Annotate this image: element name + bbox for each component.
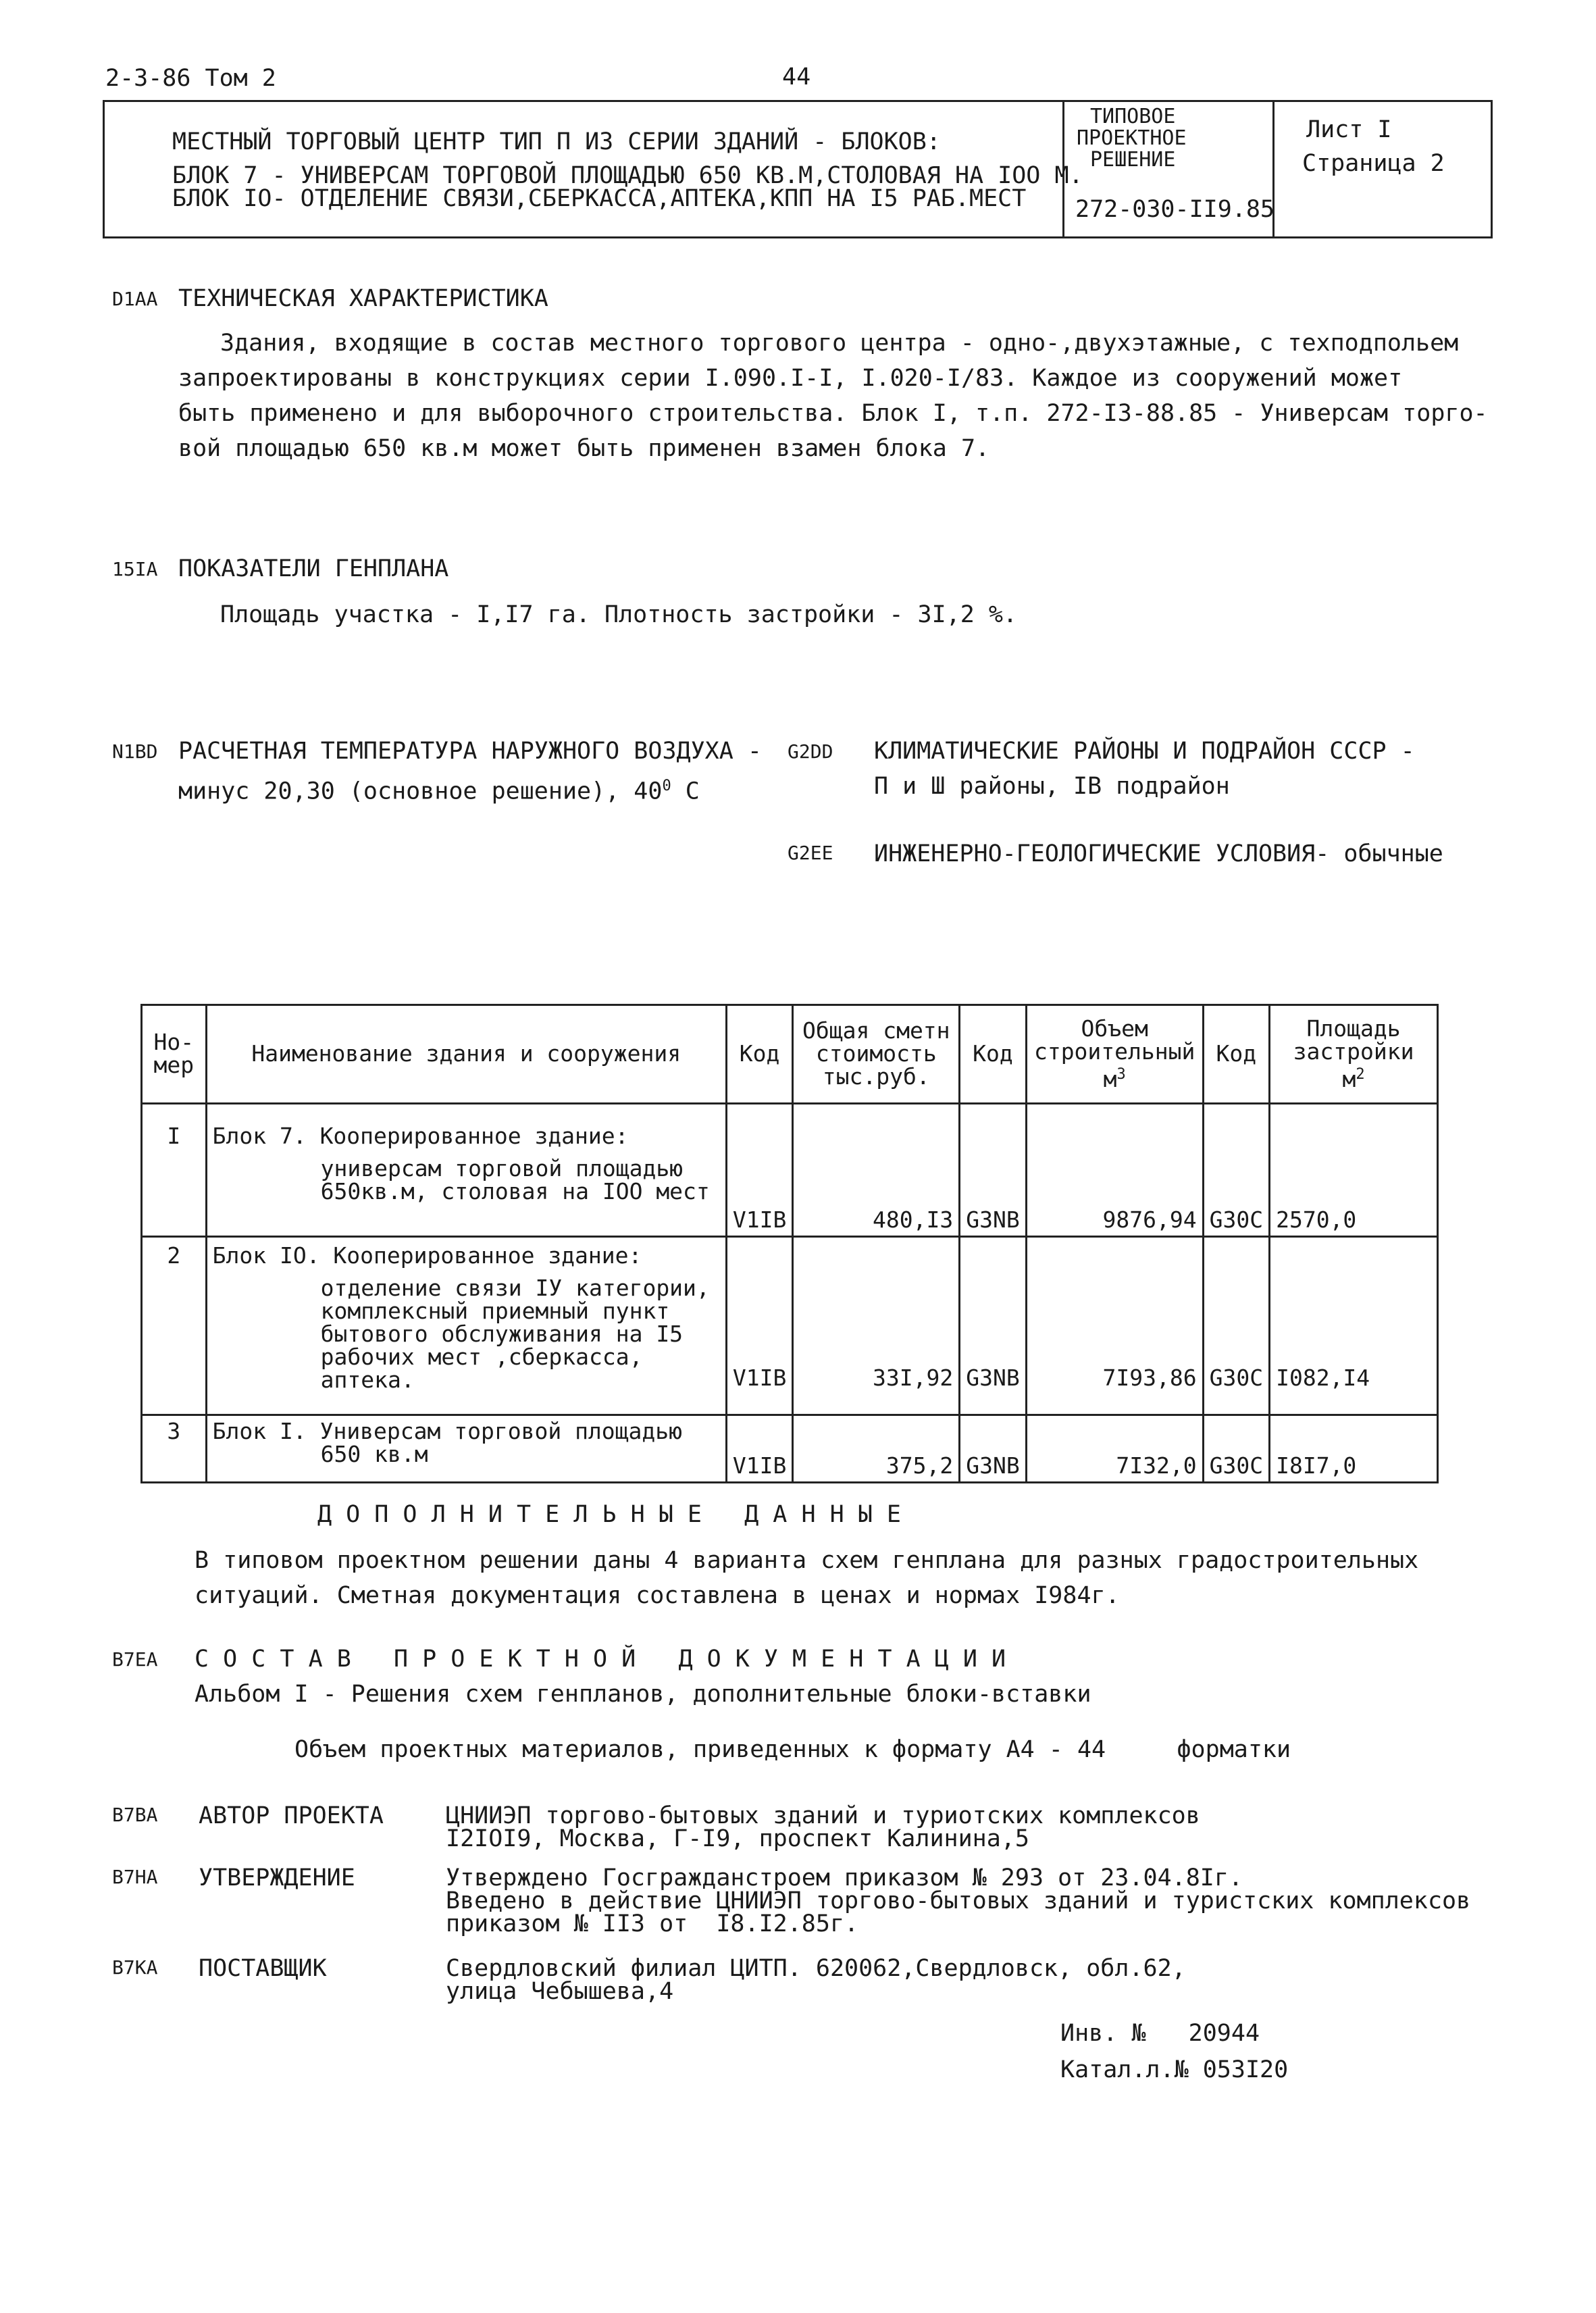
type-label-3: РЕШЕНИЕ bbox=[1090, 148, 1176, 172]
header-name: Наименование здания и сооружения bbox=[206, 1005, 726, 1104]
geology-text: ИНЖЕНЕРНО-ГЕОЛОГИЧЕСКИЕ УСЛОВИЯ- обычные bbox=[874, 840, 1443, 867]
header-code-2: Код bbox=[960, 1005, 1026, 1104]
volume-text: Объем проектных материалов, приведенных к формату А4 - 44 форматки bbox=[294, 1736, 1291, 1763]
author-line-2: I2IOI9, Москва, Г-I9, проспект Калинина,5 bbox=[446, 1825, 1029, 1852]
row-cost: 375,2 bbox=[793, 1415, 960, 1483]
author-line-1: ЦНИИЭП торгово-бытовых зданий и туриотских комплексов bbox=[446, 1802, 1200, 1829]
title-line-2: БЛОК 7 - УНИВЕРСАМ ТОРГОВОЙ ПЛОЩАДЬЮ 650 КВ.М,СТОЛОВАЯ НА IOO М. bbox=[172, 162, 1083, 189]
temperature-value: минус 20,30 (основное решение), 40 bbox=[178, 778, 663, 805]
section-code: B7HA bbox=[112, 1866, 158, 1888]
row-code-2: G3NB bbox=[960, 1103, 1026, 1237]
page-number: 44 bbox=[782, 63, 811, 91]
header-code-3: Код bbox=[1203, 1005, 1269, 1104]
section-code: B7KA bbox=[112, 1956, 158, 1979]
row-code-1: V1IB bbox=[726, 1103, 792, 1237]
tech-text-line-4: вой площадью 650 кв.м может быть применен взамен блока 7. bbox=[178, 435, 990, 462]
genplan-text: Площадь участка - I,I7 га. Плотность застройки - 3I,2 %. bbox=[220, 601, 1018, 628]
row-name: Блок 7. Кооперированное здание: универсам торговой площадью 650кв.м, столовая на IOO мест bbox=[206, 1103, 726, 1237]
header-code-1: Код bbox=[726, 1005, 792, 1104]
buildings-table bbox=[140, 1004, 1439, 1483]
section-title-climate: КЛИМАТИЧЕСКИЕ РАЙОНЫ И ПОДРАЙОН СССР - bbox=[874, 738, 1415, 765]
climate-text: П и Ш районы, IB подрайон bbox=[874, 773, 1230, 800]
table-row bbox=[142, 1237, 1438, 1415]
degree-sign: 0 bbox=[662, 778, 671, 794]
author-label: АВТОР ПРОЕКТА bbox=[199, 1802, 384, 1829]
section-title-tech: ТЕХНИЧЕСКАЯ ХАРАКТЕРИСТИКА bbox=[178, 285, 548, 312]
row-code-3: G30C bbox=[1203, 1415, 1269, 1483]
row-number: 3 bbox=[142, 1415, 207, 1483]
temperature-unit: С bbox=[671, 778, 700, 805]
section-code: G2EE bbox=[788, 842, 833, 864]
approval-line-1: Утверждено Госгражданстроем приказом № 293 от 23.04.8Iг. bbox=[446, 1864, 1243, 1891]
title-block-bottom-border bbox=[103, 236, 1493, 238]
page-label: Страница 2 bbox=[1302, 150, 1445, 177]
type-label-2: ПРОЕКТНОЕ bbox=[1077, 126, 1187, 150]
table-header-row bbox=[142, 1005, 1438, 1104]
title-block-right-border bbox=[1491, 100, 1493, 238]
section-code: 15IA bbox=[112, 558, 158, 580]
type-number: 272-030-II9.85 bbox=[1075, 196, 1275, 223]
section-code: B7BA bbox=[112, 1804, 158, 1826]
table-row bbox=[142, 1103, 1438, 1237]
row-code-3: G30C bbox=[1203, 1103, 1269, 1237]
title-block-top-border bbox=[103, 100, 1493, 102]
row-area: 2570,0 bbox=[1270, 1103, 1438, 1237]
volume-value: 44 bbox=[1077, 1736, 1106, 1763]
row-code-2: G3NB bbox=[960, 1415, 1026, 1483]
section-code: B7EA bbox=[112, 1648, 158, 1671]
row-name: Блок I. Универсам торговой площадью 650 кв.м bbox=[206, 1415, 726, 1483]
title-line-1: МЕСТНЫЙ ТОРГОВЫЙ ЦЕНТР ТИП П ИЗ СЕРИИ ЗДАНИЙ - БЛОКОВ: bbox=[172, 128, 941, 155]
row-area: I8I7,0 bbox=[1270, 1415, 1438, 1483]
row-code-2: G3NB bbox=[960, 1237, 1026, 1415]
additional-text-line-1: В типовом проектном решении даны 4 варианта схем генплана для разных градостроительных bbox=[195, 1547, 1419, 1574]
table-row bbox=[142, 1415, 1438, 1483]
row-name: Блок IO. Кооперированное здание: отделение связи IУ категории, комплексный приемный пункт бытового обслуживания на I5 рабочих мест ,сберкасса, аптека. bbox=[206, 1237, 726, 1415]
header-cost: Общая сметн стоимость тыс.руб. bbox=[793, 1005, 960, 1104]
document-reference: 2-3-86 Том 2 bbox=[105, 65, 276, 92]
title-block-left-border bbox=[103, 100, 105, 238]
additional-text-line-2: ситуаций. Сметная документация составлена в ценах и нормах I984г. bbox=[195, 1582, 1120, 1609]
section-title-temperature: РАСЧЕТНАЯ ТЕМПЕРАТУРА НАРУЖНОГО ВОЗДУХА - bbox=[178, 738, 762, 765]
catalog-number: Катал.л.№ 053I20 bbox=[1060, 2056, 1289, 2083]
sheet-label: Лист I bbox=[1306, 116, 1392, 143]
additional-data-title: Д О П О Л Н И Т Е Л Ь Н Ы Е Д А Н Н Ы Е bbox=[317, 1501, 901, 1528]
approval-label: УТВЕРЖДЕНИЕ bbox=[199, 1864, 355, 1891]
row-cost: 33I,92 bbox=[793, 1237, 960, 1415]
row-volume: 7I93,86 bbox=[1026, 1237, 1203, 1415]
supplier-line-1: Свердловский филиал ЦИТП. 620062,Свердловск, обл.62, bbox=[446, 1955, 1186, 1982]
section-code: N1BD bbox=[112, 740, 158, 763]
tech-text-line-1: Здания, входящие в состав местного торгового центра - одно-,двухэтажные, с техподпольем bbox=[220, 330, 1459, 357]
row-volume: 7I32,0 bbox=[1026, 1415, 1203, 1483]
supplier-label: ПОСТАВЩИК bbox=[199, 1955, 327, 1982]
row-number: 2 bbox=[142, 1237, 207, 1415]
title-line-3: БЛОК IO- ОТДЕЛЕНИЕ СВЯЗИ,СБЕРКАССА,АПТЕКА,КПП НА I5 РАБ.МЕСТ bbox=[172, 185, 1027, 212]
header-number: Но- мер bbox=[142, 1005, 207, 1104]
row-code-1: V1IB bbox=[726, 1237, 792, 1415]
section-code: D1AA bbox=[112, 288, 158, 310]
composition-title: С О С Т А В П Р О Е К Т Н О Й Д О К У М Е Н Т А Ц И И bbox=[195, 1646, 1006, 1673]
header-area: Площадь застройки $м^2$ bbox=[1270, 1005, 1438, 1104]
temperature-text bbox=[178, 773, 700, 805]
row-area: I082,I4 bbox=[1270, 1237, 1438, 1415]
album-text: Альбом I - Решения схем генпланов, дополнительные блоки-вставки bbox=[195, 1681, 1091, 1708]
section-code: G2DD bbox=[788, 740, 833, 763]
header-volume: Объем строительный $м^3$ bbox=[1026, 1005, 1203, 1104]
row-code-1: V1IB bbox=[726, 1415, 792, 1483]
tech-text-line-2: запроектированы в конструкциях серии I.090.I-I, I.020-I/83. Каждое из сооружений может bbox=[178, 365, 1403, 392]
volume-unit: форматки bbox=[1177, 1736, 1291, 1763]
approval-line-3: приказом № II3 от I8.I2.85г. bbox=[446, 1910, 859, 1937]
row-volume: 9876,94 bbox=[1026, 1103, 1203, 1237]
row-number: I bbox=[142, 1103, 207, 1237]
row-code-3: G30C bbox=[1203, 1237, 1269, 1415]
inventory-number: Инв. № 20944 bbox=[1060, 2020, 1260, 2047]
supplier-line-2: улица Чебышева,4 bbox=[446, 1978, 674, 2005]
approval-line-2: Введено в действие ЦНИИЭП торгово-бытовых зданий и туристских комплексов bbox=[446, 1887, 1471, 1914]
section-title-genplan: ПОКАЗАТЕЛИ ГЕНПЛАНА bbox=[178, 555, 449, 582]
tech-text-line-3: быть применено и для выборочного строительства. Блок I, т.п. 272-I3-88.85 - Универсам торго- bbox=[178, 400, 1488, 427]
row-cost: 480,I3 bbox=[793, 1103, 960, 1237]
type-label-1: ТИПОВОЕ bbox=[1090, 105, 1176, 128]
